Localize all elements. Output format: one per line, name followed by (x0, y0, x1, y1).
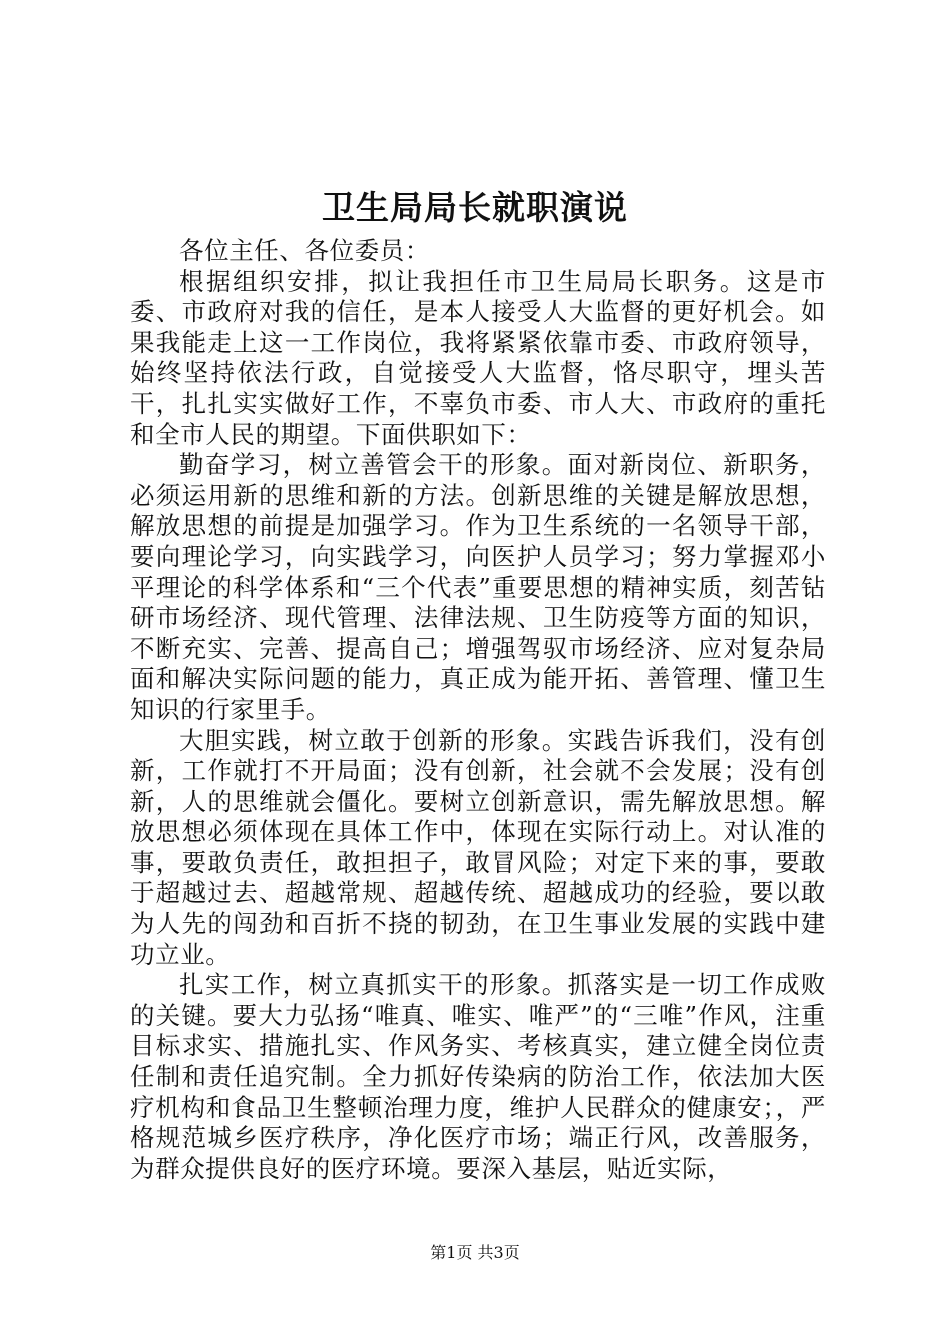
paragraph-study: 勤奋学习，树立善管会干的形象。面对新岗位、新职务，必须运用新的思维和新的方法。创新思维的关键是解放思想，解放思想的前提是加强学习。作为卫生系统的一名领导干部，要向理论学习，向实践学习，向医护人员学习；努力掌握邓小平理论的科学体系和“三个代表”重要思想的精神实质，刻苦钻研市场经济、现代管理、法律法规、卫生防疫等方面的知识，不断充实、完善、提高自己；增强驾驭市场经济、应对复杂局面和解决实际问题的能力，真正成为能开拓、善管理、懂卫生知识的行家里手。 (130, 450, 826, 724)
paragraph-practice: 大胆实践，树立敢于创新的形象。实践告诉我们，没有创新，工作就打不开局面；没有创新，社会就不会发展；没有创新，人的思维就会僵化。要树立创新意识，需先解放思想。解放思想必须体现在具体工作中，体现在实际行动上。对认准的事，要敢负责任，敢担担子，敢冒风险；对定下来的事，要敢于超越过去、超越常规、超越传统、超越成功的经验，要以敢为人先的闯劲和百折不挠的韧劲，在卫生事业发展的实践中建功立业。 (130, 725, 826, 969)
paragraph-work: 扎实工作，树立真抓实干的形象。抓落实是一切工作成败的关键。要大力弘扬“唯真、唯实、唯严”的“三唯”作风，注重目标求实、措施扎实、作风务实、考核真实，建立健全岗位责任制和责任追究制。全力抓好传染病的防治工作，依法加大医疗机构和食品卫生整顿治理力度，维护人民群众的健康安；，严格规范城乡医疗秩序，净化医疗市场；端正行风，改善服务，为群众提供良好的医疗环境。要深入基层，贴近实际， (130, 970, 826, 1183)
salutation: 各位主任、各位委员： (179, 236, 430, 265)
paragraph-intro: 根据组织安排，拟让我担任市卫生局局长职务。这是市委、市政府对我的信任，是本人接受人大监督的更好机会。如果我能走上这一工作岗位，我将紧紧依靠市委、市政府领导，始终坚持依法行政，自觉接受人大监督，恪尽职守，埋头苦干，扎扎实实做好工作，不辜负市委、市人大、市政府的重托和全市人民的期望。下面供职如下： (130, 266, 826, 449)
document-body (130, 236, 826, 1184)
page-number: 第1页 共3页 (430, 1243, 520, 1262)
page-title: 卫生局局长就职演说 (322, 188, 628, 227)
